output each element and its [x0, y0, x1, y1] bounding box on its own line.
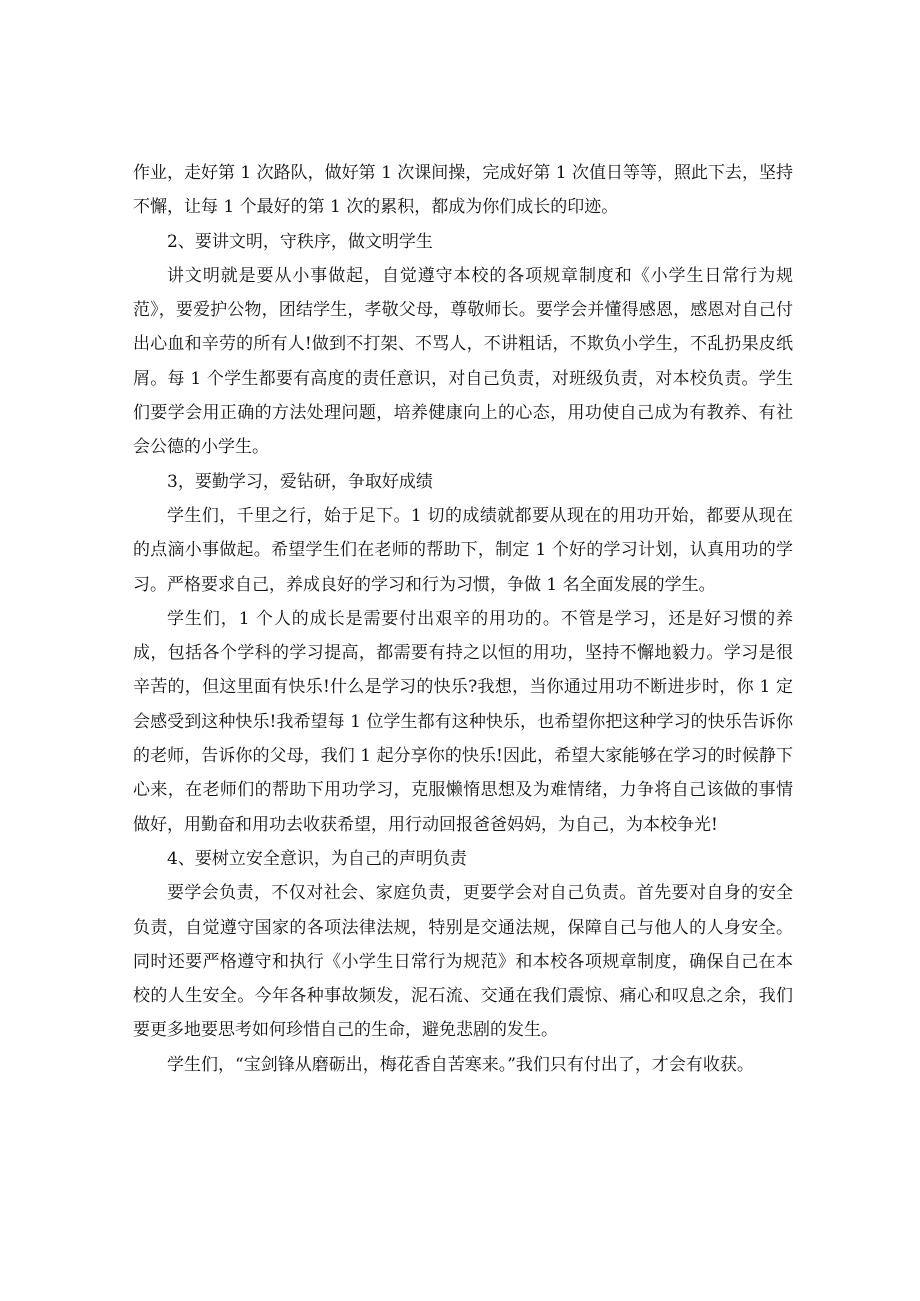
section-heading-3: 3，要勤学习，爱钻研，争取好成绩 [167, 471, 433, 492]
paragraph: 学生们，千里之行，始于足下。1 切的成绩就都要从现在的用功开始，都要从现在的点滴小事做起。希望学生们在老师的帮助下，制定 1 个好的学习计划，认真用功的学习。严格要求自己，养成良好的学习和行为习惯，争做 1 名全面发展的学生。 [133, 505, 793, 595]
paragraph: 学生们，“宝剑锋从磨砺出，梅花香自苦寒来。”我们只有付出了，才会有收获。 [167, 1054, 754, 1075]
paragraph: 要学会负责，不仅对社会、家庭负责，更要学会对自己负责。首先要对自身的安全负责，自觉遵守国家的各项法律法规，特别是交通法规，保障自己与他人的人身安全。同时还要严格遵守和执行《小学生日常行为规范》和本校各项规章制度，确保自己在本校的人生安全。今年各种事故频发，泥石流、交通在我们震惊、痛心和叹息之余，我们要更多地要思考如何珍惜自己的生命，避免悲剧的发生。 [133, 883, 793, 1041]
paragraph-continuation: 作业，走好第 1 次路队，做好第 1 次课间操，完成好第 1 次值日等等，照此下去，坚持不懈，让每 1 个最好的第 1 次的累积，都成为你们成长的印迹。 [133, 163, 793, 218]
paragraph: 学生们，1 个人的成长是需要付出艰辛的用功的。不管是学习，还是好习惯的养成，包括各个学科的学习提高，都需要有持之以恒的用功，坚持不懈地毅力。学习是很辛苦的，但这里面有快乐!什么是学习的快乐?我想，当你通过用功不断进步时，你 1 定会感受到这种快乐!我希望每 1 位学生都有这种快乐，也希望你把这种学习的快乐告诉你的老师，告诉你的父母，我们 1 起分享你的快乐!因此，希望大家能够在学习的时候静下心来，在老师们的帮助下用功学习，克服懒惰思想及为难情绪，力争将自己该做的事情做好，用勤奋和用功去收获希望，用行动回报爸爸妈妈，为自己，为本校争光! [133, 608, 793, 835]
paragraph: 讲文明就是要从小事做起，自觉遵守本校的各项规章制度和《小学生日常行为规范》，要爱护公物，团结学生，孝敬父母，尊敬师长。要学会并懂得感恩，感恩对自己付出心血和辛劳的所有人!做到不打架、不骂人，不讲粗话，不欺负小学生，不乱扔果皮纸屑。每 1 个学生都要有高度的责任意识，对自己负责，对班级负责，对本校负责。学生们要学会用正确的方法处理问题，培养健康向上的心态，用功使自己成为有教养、有社会公德的小学生。 [133, 265, 793, 458]
section-heading-4: 4、要树立安全意识，为自己的声明负责 [167, 848, 467, 869]
document-page [133, 156, 793, 1082]
section-heading-2: 2、要讲文明，守秩序，做文明学生 [167, 231, 433, 252]
